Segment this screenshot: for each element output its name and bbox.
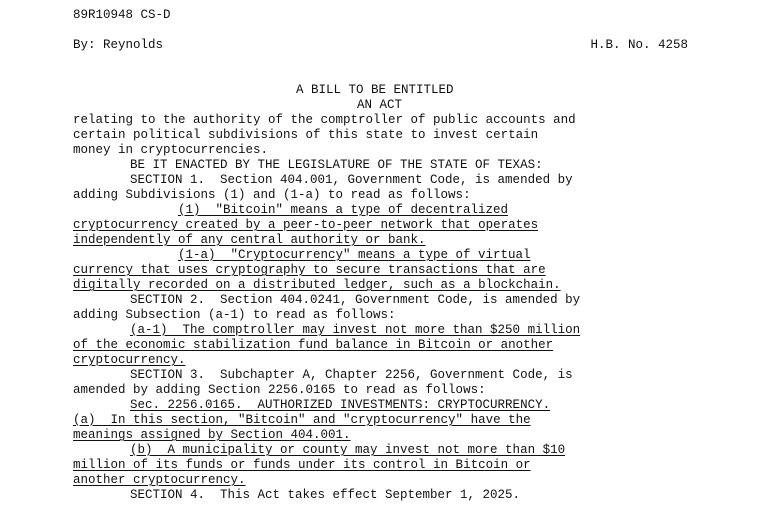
subsection-a1: cryptocurrency. (73, 353, 186, 367)
subdivision-1a: digitally recorded on a distributed ledger, such as a blockchain. (73, 278, 561, 292)
section-2256-heading: Sec. 2256.0165. AUTHORIZED INVESTMENTS: CRYPTOCURRENCY. (130, 398, 551, 412)
section-2-intro: SECTION 2. Section 404.0241, Government Code, is amended by (130, 293, 581, 307)
subsection-a1: of the economic stabilization fund balance in Bitcoin or another (73, 338, 554, 352)
caption-line: certain political subdivisions of this state to invest certain (73, 128, 539, 142)
section-3-intro: amended by adding Section 2256.0165 to read as follows: (73, 383, 486, 397)
subdivision-1: cryptocurrency created by a peer-to-peer network that operates (73, 218, 539, 232)
subsection-b: million of its funds or funds under its control in Bitcoin or (73, 458, 531, 472)
section-3-intro: SECTION 3. Subchapter A, Chapter 2256, Government Code, is (130, 368, 573, 382)
caption-line: relating to the authority of the comptroller of public accounts and (73, 113, 576, 127)
section-1-intro: adding Subdivisions (1) and (1-a) to read as follows: (73, 188, 471, 202)
subdivision-1a: (1-a) "Cryptocurrency" means a type of virtual (178, 248, 531, 262)
author-line: By: Reynolds (73, 38, 164, 52)
subsection-b: (b) A municipality or county may invest not more than $10 (130, 443, 566, 457)
section-1-intro: SECTION 1. Section 404.001, Government Code, is amended by (130, 173, 573, 187)
subdivision-1: (1) "Bitcoin" means a type of decentralized (178, 203, 509, 217)
act-title: AN ACT (357, 98, 403, 112)
bill-number: H.B. No. 4258 (590, 38, 688, 52)
enacting-clause: BE IT ENACTED BY THE LEGISLATURE OF THE STATE OF TEXAS: (130, 158, 543, 172)
section-4: SECTION 4. This Act takes effect September 1, 2025. (130, 488, 521, 502)
subsection-b: another cryptocurrency. (73, 473, 246, 487)
subdivision-1: independently of any central authority or bank. (73, 233, 426, 247)
subdivision-1a: currency that uses cryptography to secure transactions that are (73, 263, 546, 277)
subsection-a1: (a-1) The comptroller may invest not more than $250 million (130, 323, 581, 337)
subsection-a: meanings assigned by Section 404.001. (73, 428, 351, 442)
bill-title: A BILL TO BE ENTITLED (296, 83, 454, 97)
subsection-a: (a) In this section, "Bitcoin" and "cryptocurrency" have the (73, 413, 531, 427)
caption-line: money in cryptocurrencies. (73, 143, 269, 157)
section-2-intro: adding Subsection (a-1) to read as follows: (73, 308, 396, 322)
document-id: 89R10948 CS-D (73, 8, 171, 22)
